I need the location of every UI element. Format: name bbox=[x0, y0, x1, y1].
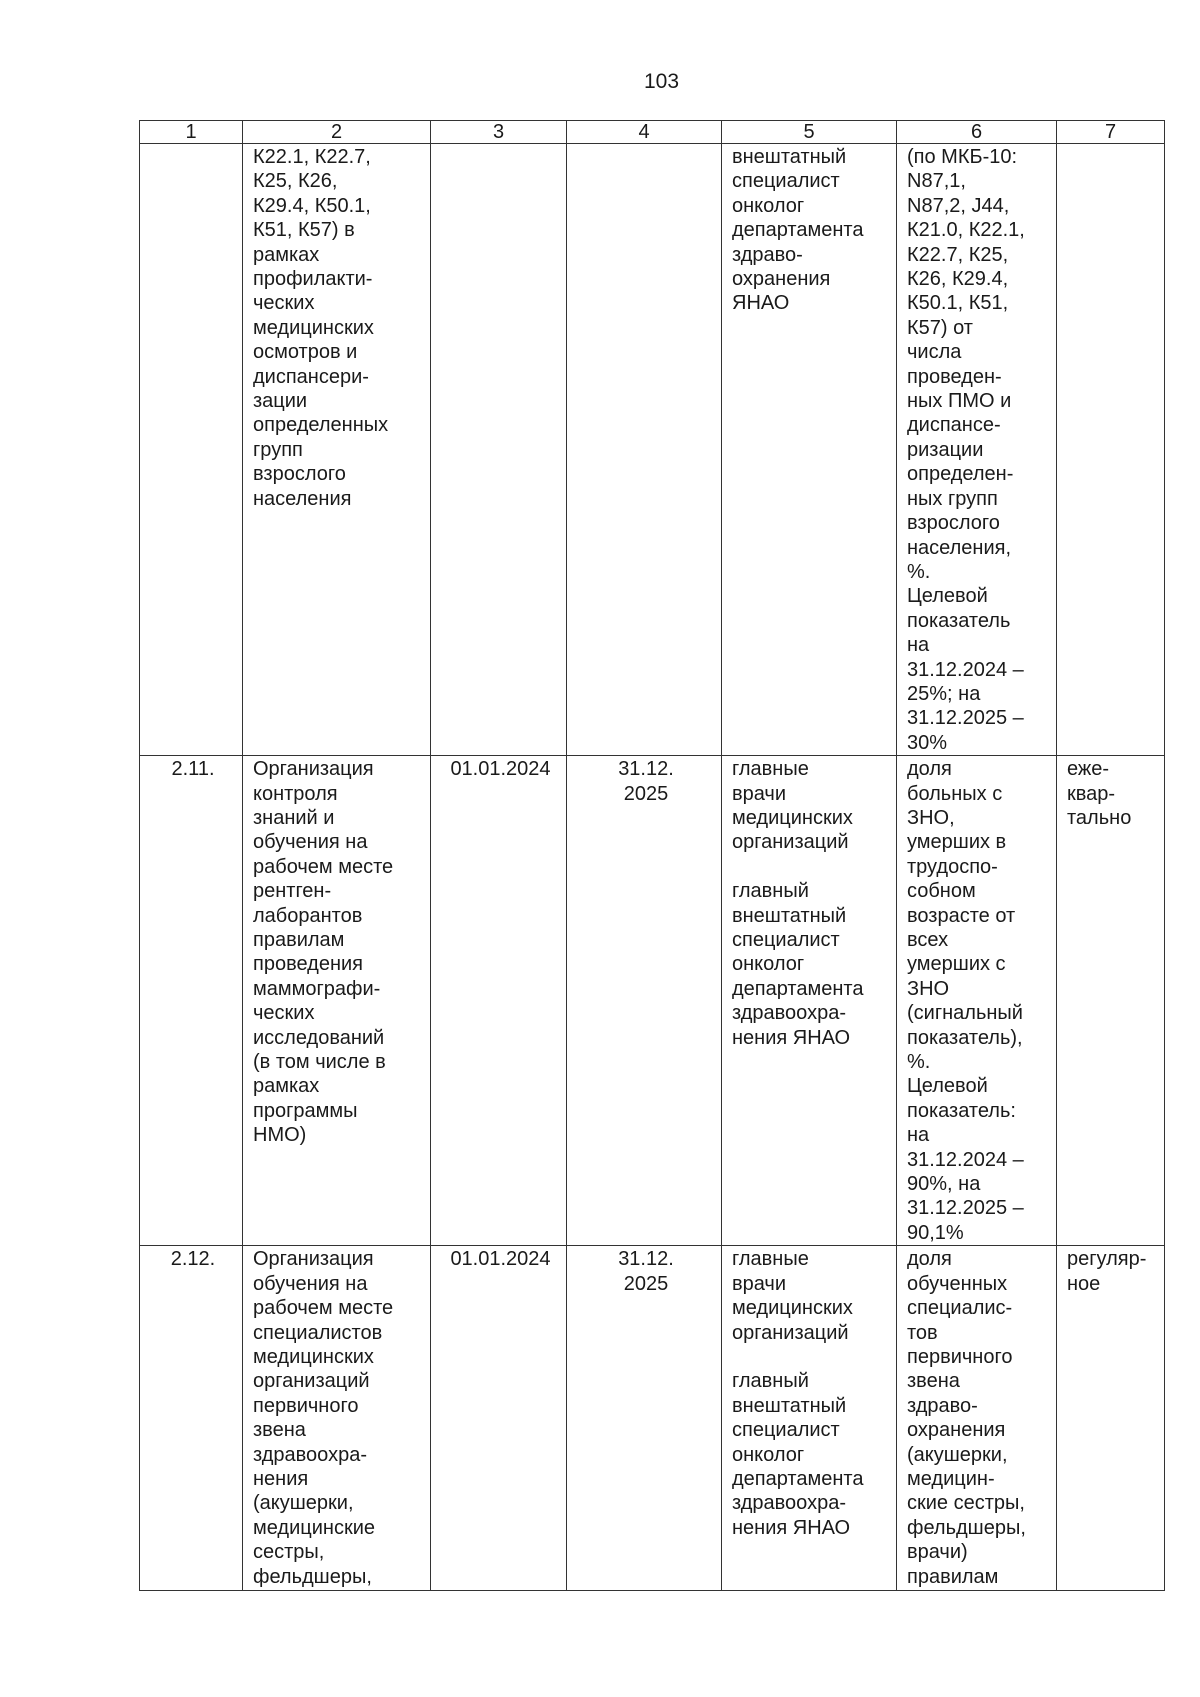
responsible-cell: внештатный специалист онколог департамента здраво- охранения ЯНАО bbox=[722, 144, 897, 756]
page-number: 103 bbox=[643, 70, 680, 93]
column-header-6: 6 bbox=[897, 121, 1057, 144]
end-date-cell: 31.12. 2025 bbox=[567, 756, 722, 1246]
responsible-cell: главные врачи медицинских организаций главный внештатный специалист онколог департамента здравоохра- нения ЯНАО bbox=[722, 1246, 897, 1591]
column-number-row bbox=[140, 121, 1165, 144]
indicator-cell: (по МКБ-10: N87,1, N87,2, J44, К21.0, К22.1, К22.7, К25, К26, К29.4, К50.1, К51, К57) от числа проведен- ных ПМО и диспансе- ризации определен- ных групп взрослого населения, %. Целевой показатель на 31.12.2024 – 25%; на 31.12.2025 – 30% bbox=[897, 144, 1057, 756]
indicator-cell: доля больных с ЗНО, умерших в трудоспо- собном возрасте от всех умерших с ЗНО (сигнальный показатель), %. Целевой показатель: на 31.12.2024 – 90%, на 31.12.2025 – 90,1% bbox=[897, 756, 1057, 1246]
item-number-cell: 2.12. bbox=[140, 1246, 243, 1591]
column-header-5: 5 bbox=[722, 121, 897, 144]
measure-name-cell: Организация обучения на рабочем месте специалистов медицинских организаций первичного звена здравоохра- нения (акушерки, медицинские сестры, фельдшеры, bbox=[243, 1246, 431, 1591]
column-header-2: 2 bbox=[243, 121, 431, 144]
start-date-cell: 01.01.2024 bbox=[431, 756, 567, 1246]
frequency-cell bbox=[1057, 144, 1165, 756]
frequency-cell: еже- квар- тально bbox=[1057, 756, 1165, 1246]
column-header-1: 1 bbox=[140, 121, 243, 144]
column-header-4: 4 bbox=[567, 121, 722, 144]
measures-table bbox=[139, 120, 1165, 1591]
indicator-cell: доля обученных специалис- тов первичного звена здраво- охранения (акушерки, медицин- ские сестры, фельдшеры, врачи) правилам bbox=[897, 1246, 1057, 1591]
measure-name-cell: Организация контроля знаний и обучения на рабочем месте рентген- лаборантов правилам проведения маммографи- ческих исследований (в том числе в рамках программы НМО) bbox=[243, 756, 431, 1246]
end-date-cell: 31.12. 2025 bbox=[567, 1246, 722, 1591]
frequency-cell: регуляр- ное bbox=[1057, 1246, 1165, 1591]
start-date-cell: 01.01.2024 bbox=[431, 1246, 567, 1591]
table-row bbox=[140, 756, 1165, 1246]
table-row bbox=[140, 1246, 1165, 1591]
responsible-cell: главные врачи медицинских организаций главный внештатный специалист онколог департамента здравоохра- нения ЯНАО bbox=[722, 756, 897, 1246]
measure-name-cell: К22.1, К22.7, К25, К26, К29.4, К50.1, К51, К57) в рамках профилакти- ческих медицинских осмотров и диспансери- зации определенных групп взрослого населения bbox=[243, 144, 431, 756]
start-date-cell bbox=[431, 144, 567, 756]
end-date-cell bbox=[567, 144, 722, 756]
table-row bbox=[140, 144, 1165, 756]
item-number-cell bbox=[140, 144, 243, 756]
column-header-7: 7 bbox=[1057, 121, 1165, 144]
column-header-3: 3 bbox=[431, 121, 567, 144]
item-number-cell: 2.11. bbox=[140, 756, 243, 1246]
